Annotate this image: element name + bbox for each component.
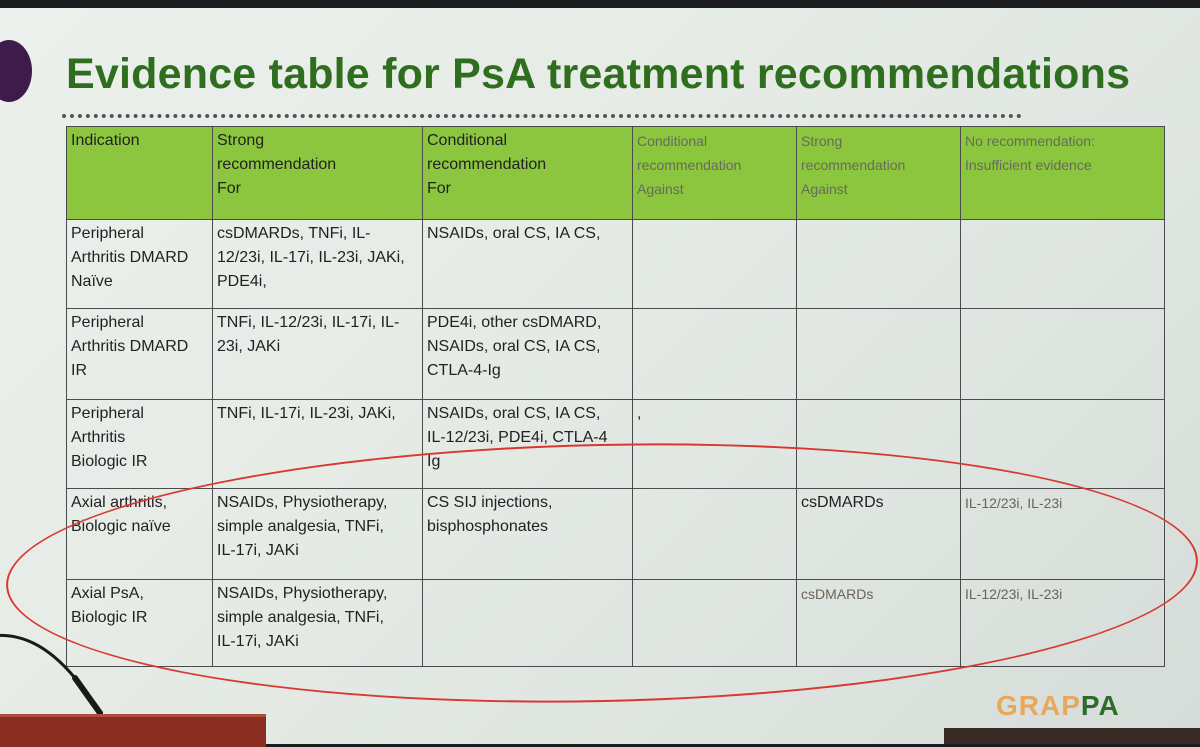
conditional-for-cell: PDE4i, other csDMARD, NSAIDs, oral CS, IA CS, CTLA-4-Ig	[423, 309, 633, 400]
indication-cell: Peripheral Arthritis DMARD IR	[67, 309, 213, 400]
conditional-for-cell: NSAIDs, oral CS, IA CS,	[423, 220, 633, 309]
header-strong-for: Strong recommendation For	[213, 127, 423, 220]
strong-for-cell: NSAIDs, Physiotherapy, simple analgesia, TNFi, IL-17i, JAKi	[213, 489, 423, 580]
strong-for-cell: TNFi, IL-17i, IL-23i, JAKi,	[213, 400, 423, 489]
indication-cell: Peripheral Arthritis Biologic IR	[67, 400, 213, 489]
conditional-for-cell: CS SIJ injections, bisphosphonates	[423, 489, 633, 580]
header-no-recommendation: No recommendation: Insufficient evidence	[961, 127, 1165, 220]
indication-cell: Axial PsA, Biologic IR	[67, 580, 213, 667]
title-divider	[62, 114, 1022, 118]
table-header-row	[67, 127, 1165, 220]
indication-cell: Axial arthritis, Biologic naïve	[67, 489, 213, 580]
strong-against-cell	[797, 309, 961, 400]
indication-cell: Peripheral Arthritis DMARD Naïve	[67, 220, 213, 309]
no-recommendation-cell: IL-12/23i, IL-23i	[961, 489, 1165, 580]
conditional-against-cell: ,	[633, 400, 797, 489]
header-conditional-for: Conditional recommendation For	[423, 127, 633, 220]
grappa-logo	[996, 690, 1120, 722]
logo-text-main: GRAP	[996, 690, 1081, 721]
conditional-for-cell: NSAIDs, oral CS, IA CS, IL-12/23i, PDE4i, CTLA-4 Ig	[423, 400, 633, 489]
logo-text-tail: PA	[1080, 690, 1120, 721]
presentation-slide	[0, 8, 1200, 744]
strong-against-cell	[797, 220, 961, 309]
no-recommendation-cell	[961, 309, 1165, 400]
table-row	[67, 309, 1165, 400]
header-strong-against: Strong recommendation Against	[797, 127, 961, 220]
conditional-against-cell	[633, 309, 797, 400]
no-recommendation-cell: IL-12/23i, IL-23i	[961, 580, 1165, 667]
strong-against-cell: csDMARDs	[797, 489, 961, 580]
microphone-icon	[0, 618, 130, 718]
conditional-against-cell	[633, 220, 797, 309]
podium	[0, 714, 266, 747]
header-conditional-against: Conditional recommendation Against	[633, 127, 797, 220]
strong-for-cell: csDMARDs, TNFi, IL- 12/23i, IL-17i, IL-23i, JAKi, PDE4i,	[213, 220, 423, 309]
strong-against-cell: csDMARDs	[797, 580, 961, 667]
slide-title: Evidence table for PsA treatment recommendations	[66, 50, 1131, 98]
header-indication: Indication	[67, 127, 213, 220]
podium-right	[944, 728, 1200, 744]
strong-for-cell: TNFi, IL-12/23i, IL-17i, IL- 23i, JAKi	[213, 309, 423, 400]
no-recommendation-cell	[961, 220, 1165, 309]
slide-bullet-dot	[0, 40, 32, 102]
table-row	[67, 220, 1165, 309]
strong-for-cell: NSAIDs, Physiotherapy, simple analgesia, TNFi, IL-17i, JAKi	[213, 580, 423, 667]
